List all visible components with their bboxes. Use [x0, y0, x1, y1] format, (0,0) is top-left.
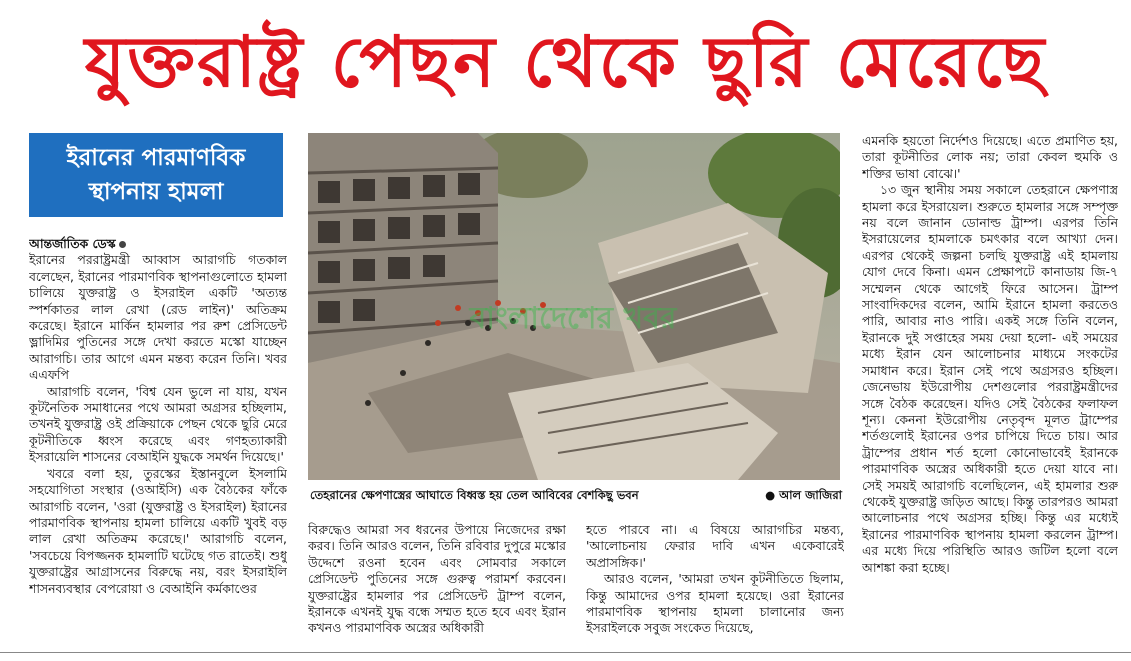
destroyed-buildings-photo [308, 133, 840, 480]
headline: যুক্তরাষ্ট্র পেছন থেকে ছুরি মেরেছে [84, 21, 1047, 103]
col2-paragraph-1: বিরুদ্ধেও আমরা সব ধরনের উপায়ে নিজেদের রক্ষা করব। তিনি আরও বলেন, তিনি রবিবার দুপুরে মস্কোর উদ্দেশে রওনা হবেন এবং সোমবার সকালে প্রেসিডেন্ট পুতিনের সঙ্গে গুরুত্ব পরামর্শ করবেন। যুক্তরাষ্ট্রের হামলার পর প্রেসিডেন্ট ট্রাম্প বলেন, ইরানকে এখনই যুদ্ধ বন্ধে সম্মত হতে হবে এবং ইরান কখনও পারমাণবিক অস্ত্রের অধিকারী [308, 522, 566, 636]
col1-paragraph-2: আরাগচি বলেন, 'বিশ্ব যেন ভুলে না যায়, যখন কূটনৈতিক সমাধানের পথে আমরা অগ্রসর হচ্ছিলাম, তখনই যুক্তরাষ্ট্র ওই প্রক্রিয়াকে পেছন থেকে ছুরি মেরে কূটনীতিকে ধ্বংস করেছে এবং গণহত্যাকারী ইসরায়েলি শাসনের বেআইনি যুদ্ধকে সমর্থন দিয়েছে।' [29, 383, 287, 465]
svg-text:বাংলাদেশের খবর: বাংলাদেশের খবর [469, 301, 677, 336]
article-column-4 [862, 133, 1118, 641]
col4-paragraph-2: ১৩ জুন স্থানীয় সময় সকালে তেহরানে ক্ষেপণাস্ত্র হামলা করে ইসরায়েল। শুরুতে হামলার সঙ্গে সম্পৃক্ত নয় বলে জানান ডোনাল্ড ট্রাম্প। এরপর তিনি ইসরায়েলের হামলাকে চমৎকার বলে আখ্যা দেন। এরপর থেকেই জল্পনা চলছি যুক্তরাষ্ট্র এই হামলায় যোগ দেবে কিনা। এমন প্রেক্ষাপটে কানাডায় জি-৭ সম্মেলন থেকে আগেই ফিরে আসেন। ট্রাম্প সাংবাদিকদের বলেন, আমি ইরানে হামলা করতেও পারি, আবার নাও পারি। একই সঙ্গে তিনি বলেন, ইরানকে দুই সপ্তাহের সময় দেয়া হলো- এই সময়ের মধ্যে ইরান যেন আলোচনার মাধ্যমে সংকটের সমাধান করে। ইরান সেই পথে অগ্রসরও হচ্ছিল। জেনেভায় ইউরোপীয় দেশগুলোর পররাষ্ট্রমন্ত্রীদের সঙ্গে বৈঠক করেছেন। যদিও সেই বৈঠকের ফলাফল শূন্য। কেননা ইউরোপীয় নেতৃবৃন্দ মূলত ট্রাম্পের শর্তগুলোই ইরানের ওপর চাপিয়ে দিতে চায়। আর ট্রাম্পের প্রধান শর্ত হলো কোনোভাবেই ইরানকে পারমাণবিক অস্ত্রের অধিকারী হতে দেয়া যাবে না। সেই সময়ই আরাগচি বলেছিলেন, এই হামলার শুরু থেকেই যুক্তরাষ্ট্র জড়িত আছে। কিন্তু তারপরও আমরা আলোচনার পথে অগ্রসর হচ্ছি। কিন্তু এর মধ্যেই ইরানের পারমাণবিক স্থাপনায় হামলা করলেন ট্রাম্প। এর মধ্যে দিয়ে পরিস্থিতি আরও জটিল হলো বলে আশঙ্কা করা হচ্ছে। [862, 182, 1118, 575]
photo-caption [308, 486, 844, 504]
photo-credit: আল জাজিরা [779, 488, 842, 502]
col1-paragraph-3: খবরে বলা হয়, তুরস্কের ইস্তানবুলে ইসলামি সহযোগিতা সংস্থার (ওআইসি) এক বৈঠকের ফাঁকে আরাগচি বলেন, 'ওরা (যুক্তরাষ্ট্র ও ইসরাইল) ইরানের পারমাণবিক স্থাপনায় হামলা চালিয়ে একটি খুবই বড় লাল রেখা অতিক্রম করেছে।' আরাগচি বলেন, 'সবচেয়ে বিপজ্জনক হামলাটি ঘটেছে গত রাতেই। শুধু যুক্তরাষ্ট্রের আগ্রাসনের বিরুদ্ধে নয়, বরং ইসরাইলি শাসনব্যবস্থার বেপরোয়া ও বেআইনি কর্মকাণ্ডের [29, 465, 287, 596]
article-column-2 [308, 522, 566, 642]
dateline-bullet-icon [119, 241, 126, 248]
article-column-3 [586, 522, 844, 642]
caption-credit [765, 486, 842, 504]
bottom-rule [0, 652, 1131, 653]
badge-line-2: স্থাপনায় হামলা [88, 179, 224, 205]
dateline: আন্তর্জাতিক ডেস্ক [29, 236, 116, 251]
article-column-1 [29, 236, 287, 640]
col3-paragraph-2: আরও বলেন, 'আমরা তখন কূটনীতিতে ছিলাম, কিন্তু আমাদের ওপর হামলা হয়েছে। ওরা ইরানের পারমাণবিক স্থাপনায় হামলা চালানোর জন্য ইসরাইলকে সবুজ সংকেত দিয়েছে, [586, 571, 844, 636]
news-photo [308, 133, 840, 480]
col4-paragraph-1: এমনকি হয়তো নির্দেশও দিয়েছে। এতে প্রমাণিত হয়, তারা কূটনীতির লোক নয়; তারা কেবল হুমকি ও শক্তির ভাষা বোঝে।' [862, 133, 1118, 181]
col3-paragraph-1: হতে পারবে না। এ বিষয়ে আরাগচির মন্তব্য, 'আলোচনায় ফেরার দাবি এখন একেবারেই অপ্রাসঙ্গিক।' [586, 522, 844, 570]
caption-text: তেহরানের ক্ষেপণাস্ত্রের আঘাতে বিধ্বস্ত হয় তেল আবিবের বেশকিছু ভবন [310, 488, 639, 502]
col1-paragraph-1: ইরানের পররাষ্ট্রমন্ত্রী আব্বাস আরাগচি গতকাল বলেছেন, ইরানের পারমাণবিক স্থাপনাগুলোতে হামলা চালিয়ে যুক্তরাষ্ট্র ও ইসরাইল একটি 'অত্যন্ত স্পর্শকাতর লাল রেখা (রেড লাইন)' অতিক্রম করেছে। ইরানে মার্কিন হামলার পর রুশ প্রেসিডেন্ট ভ্লাদিমির পুতিনের সঙ্গে দেখা করতে মস্কো যাচ্ছেন আরাগচি। তার আগে এমন মন্তব্য করেন তিনি। খবর এএফপি [29, 252, 287, 383]
credit-bullet-icon: ● [765, 488, 780, 502]
article-middle-columns [308, 522, 844, 642]
section-badge [29, 133, 283, 217]
badge-line-1: ইরানের পারমাণবিক [66, 145, 246, 171]
